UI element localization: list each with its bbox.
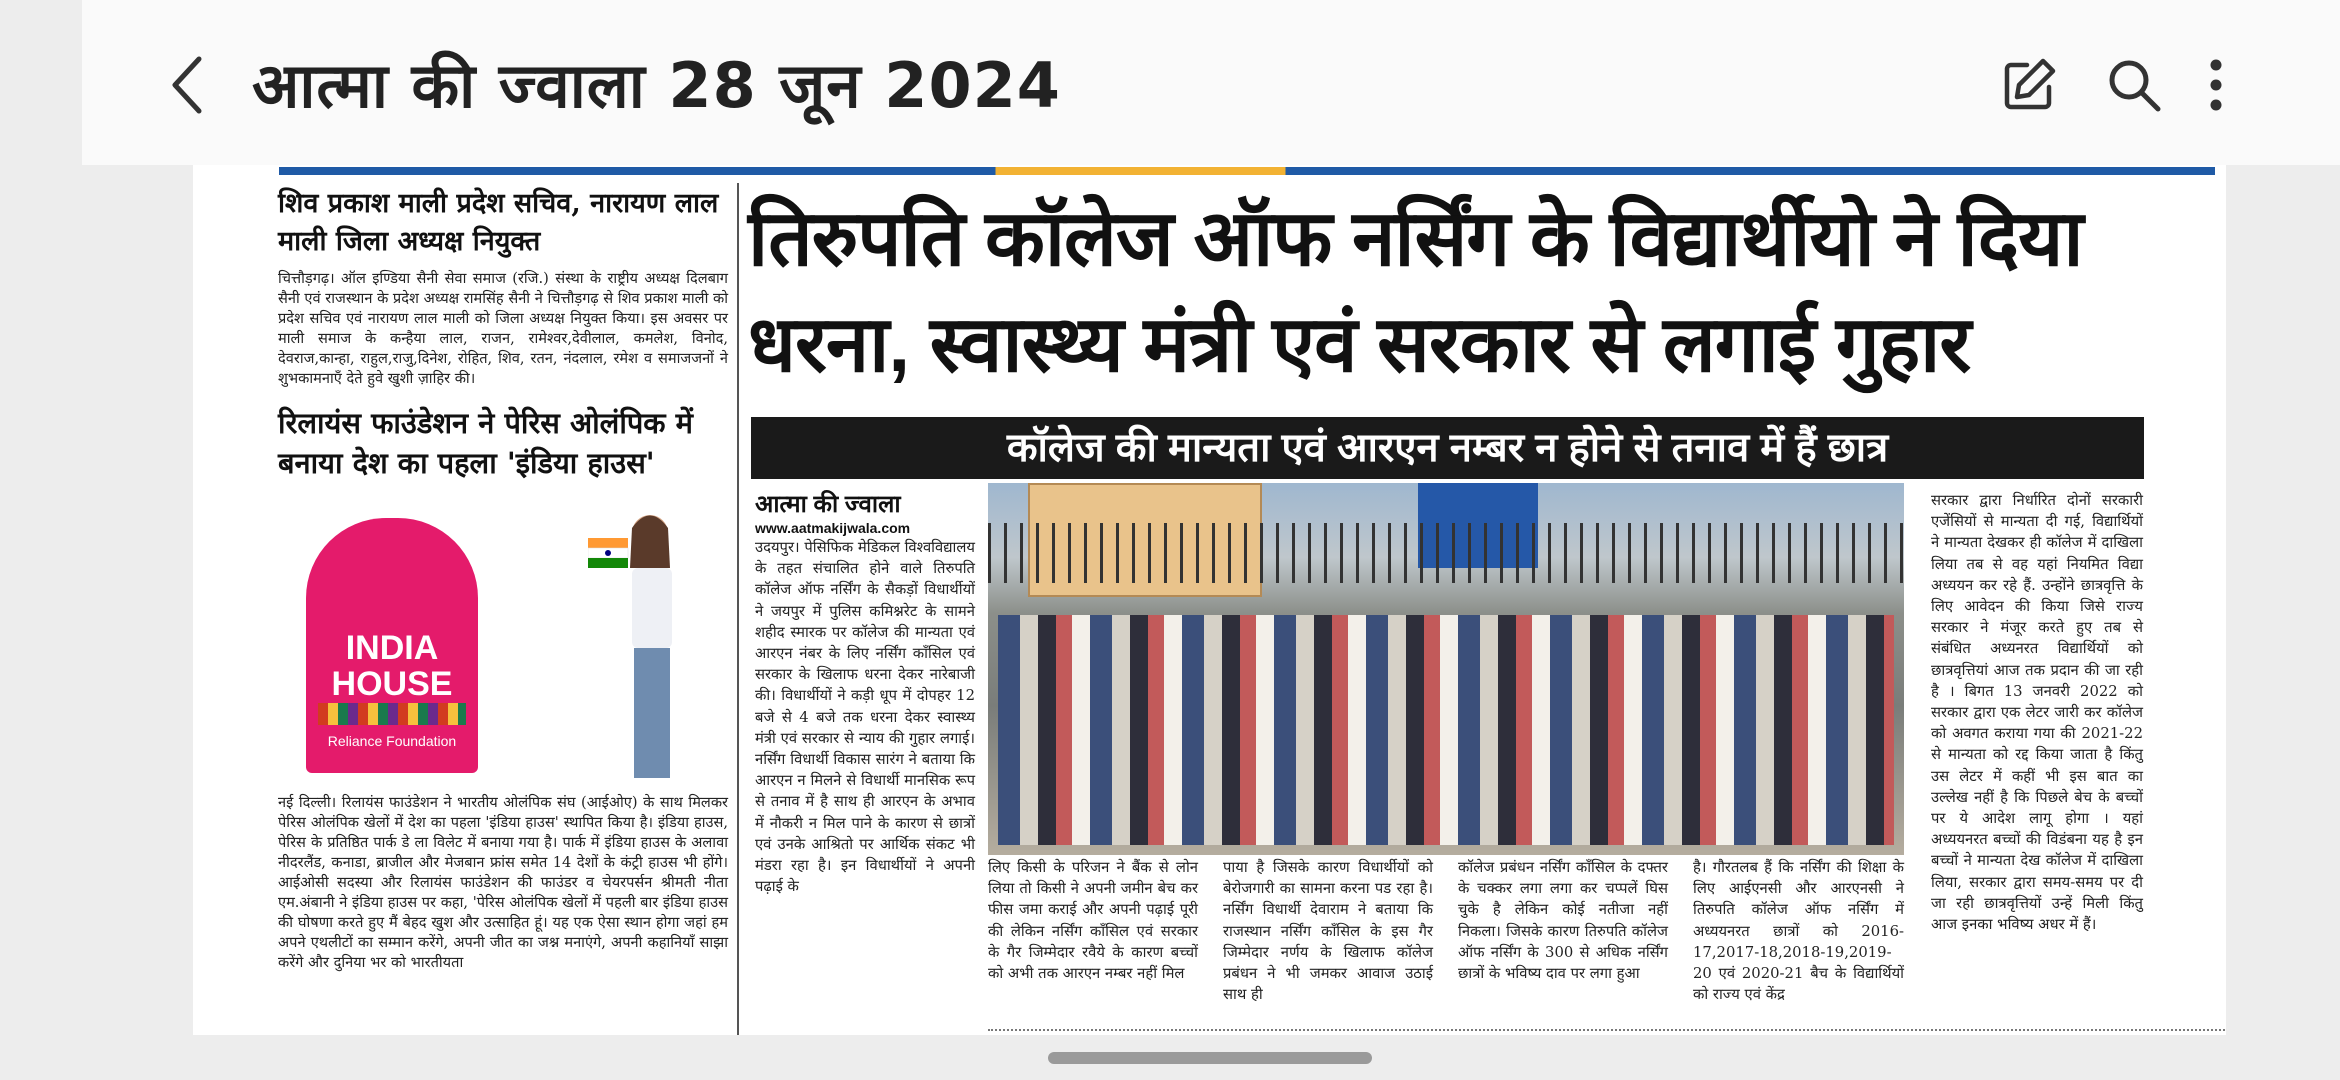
- article-column-6: सरकार द्वारा निर्धारित दोनों सरकारी एजेंसियों से मान्यता दी गई, विद्यार्थियों ने मान्यता देखकर ही कॉलेज में दाखिला लिया तब से वह यहां नियमित विद्या अध्ययन कर रहे हैं. उन्होंने छात्रवृत्ति के लिए आवेदन की किया जिसे राज्य सरकार ने मंजूर करते हुए तब से संबंधित अध्यनरत विद्यार्थियों को छात्रवृत्तियां आज तक प्रदान की जा रही है । बिगत 13 जनवरी 2022 को सरकार द्वारा एक लेटर जारी कर कॉलेज को अवगत कराया गया की 2021-22 से मान्यता को रद्द किया जाता है किंतु उस लेटर में कहीं भी इस बात का उल्लेख नहीं है कि पिछले बेच के बच्चों पर ये आदेश लागू होगा । यहां अध्ययनरत बच्चों की विडंबना यह है इन बच्चों ने मान्यता देख कॉलेज में दाखिला लिया, सरकार द्वारा समय-समय पर दी जा रही छात्रवृत्तियों उन्हें मिली किंतु आज इनका भविष्य अधर में हैं।: [1931, 492, 2143, 934]
- column-divider: [737, 183, 739, 1035]
- page-title: आत्मा की ज्वाला 28 जून 2024: [252, 49, 1061, 122]
- app-bar: [82, 0, 2340, 165]
- gesture-handle[interactable]: [1048, 1052, 1372, 1064]
- photo-fence: [988, 523, 1904, 583]
- ad-stripe: [318, 703, 466, 725]
- edit-button[interactable]: [1990, 48, 2068, 122]
- more-vertical-icon: [2209, 55, 2223, 115]
- india-house-logo: [306, 518, 478, 773]
- back-arrow-icon: [167, 55, 207, 115]
- article-column-5: है। गौरतलब हैं कि नर्सिंग की शिक्षा के लिए आईएनसी और आरएनसी ने तिरुपति कॉलेज ऑफ नर्सिंग में अध्ययनरत छात्रों को 2016-17,2017-18,2018-19,2019-20 एवं 2020-21 बैच के विद्यार्थियों को राज्य एवं केंद्र: [1693, 859, 1904, 1004]
- more-options-button[interactable]: [2186, 48, 2246, 122]
- masthead-website: www.aatmakijwala.com: [755, 520, 911, 536]
- ad-title: INDIA HOUSE: [331, 629, 453, 703]
- main-headline: तिरुपति कॉलेज ऑफ नर्सिंग के विद्यार्थीयो ने दिया धरना, स्वास्थ्य मंत्री एवं सरकार से लगाई गुहार: [748, 194, 2083, 388]
- search-icon: [2104, 55, 2164, 115]
- article-text-appointment: चित्तौड़गढ़। ऑल इण्डिया सैनी सेवा समाज (रजि.) संस्था के राष्ट्रीय अध्यक्ष दिलबाग सैनी एवं राजस्थान के प्रदेश अध्यक्ष रामसिंह सैनी ने चित्तौड़गढ़ से शिव प्रकाश माली को प्रदेश सचिव एवं नारायण लाल माली को जिला अध्यक्ष नियुक्त किया। इस अवसर पर माली समाज के कन्हैया लाल, राजन, रामेश्वर,देवीलाल, कमलेश, विनोद, देवराज,कान्हा, राहुल,राजु,दिनेश, रोहित, शिव, रतन, नंदलाल, रमेश व समाजजनों ने शुभकामनाएँ देते हुवे खुशी ज़ाहिर की।: [278, 270, 728, 387]
- back-button[interactable]: [152, 50, 222, 120]
- article-column-1: उदयपुर। पेसिफिक मेडिकल विश्वविद्यालय के तहत संचालित होने वाले तिरुपति कॉलेज ऑफ नर्सिंग के सैकड़ों विधार्थीयों ने जयपुर में पुलिस कमिश्नरेट के सामने शहीद स्मारक पर कॉलेज की मान्यता एवं आरएन नंबर के लिए नर्सिंग कॉंसिल एवं सरकार के खिलाफ धरना देकर नारेबाजी की। विधार्थीयों ने कड़ी धूप में दोपहर 12 बजे से 4 बजे तक धरना देकर स्वास्थ्य मंत्री एवं सरकार से न्याय की गुहार लगाई। नर्सिंग विधार्थी विकास सारंग ने बताया कि आरएन न मिलने से विधार्थी मानसिक रूप से तनाव में है साथ ही आरएन के अभाव में नौकरी न मिल पाने के कारण से छात्रों एवं उनके आश्रितो पर आर्थिक संकट भी मंडरा रहा है। इन विधार्थीयों ने अपनी पढ़ाई के: [755, 539, 975, 896]
- edit-icon: [1999, 55, 2059, 115]
- article-column-2: लिए किसी के परिजन ने बैंक से लोन लिया तो किसी ने अपनी जमीन बेच कर फीस जमा कराई और अपनी पढ़ाई पूरी की लेकिन नर्सिंग कॉंसिल एवं सरकार के गैर जिम्मेदार रवैये के कारण बच्चों को अभी तक आरएन नम्बर नहीं मिल: [988, 859, 1198, 983]
- main-subheadline: कॉलेज की मान्यता एवं आरएन नम्बर न होने से तनाव में हैं छात्र: [751, 417, 2144, 479]
- protest-photo: [988, 483, 1904, 855]
- article-text-india-house: नई दिल्ली। रिलायंस फाउंडेशन ने भारतीय ओलंपिक संघ (आईओए) के साथ मिलकर पेरिस ओलंपिक खेलों में देश का पहला 'इंडिया हाउस' स्थापित किया है। इंडिया हाउस, पेरिस के प्रतिष्ठित पार्क डे ला विलेट में बनाया गया है। पार्क में इंडिया हाउस के अलावा नीदरलैंड, कनाडा, ब्राजील और मेजबान फ्रांस समेत 14 देशों के कंट्री हाउस भी होंगे। आईओसी सदस्या और रिलायंस फाउंडेशन की फाउंडर व चेयरपर्सन श्रीमती नीता एम.अंबानी ने इंडिया हाउस पर कहा, 'पेरिस ओलंपिक खेलों में पहली बार इंडिया हाउस की घोषणा करते हुए मैं बेहद खुश और उत्साहित हूं। यह एक ऐसा स्थान होगा जहां हम अपने एथलीटों का सम्मान करेंगे, अपनी जीत का जश्न मनाएंगे, अपनी कहानियाँ साझा करेंगे और दुनिया भर को भारतीयता: [278, 794, 728, 971]
- article-headline-appointment: शिव प्रकाश माली प्रदेश सचिव, नारायण लाल माली जिला अध्यक्ष नियुक्त: [278, 188, 719, 257]
- masthead-title: आत्मा की ज्वाला: [755, 491, 901, 518]
- ad-subtitle: Reliance Foundation: [327, 733, 457, 749]
- masthead: [755, 491, 975, 537]
- woman-with-flag-image: [588, 498, 683, 783]
- photo-crowd: [998, 615, 1894, 845]
- article-headline-india-house: रिलायंस फाउंडेशन ने पेरिस ओलंपिक में बनाया देश का पहला 'इंडिया हाउस': [278, 406, 694, 480]
- article-column-4: कॉलेज प्रबंधन नर्सिंग कॉंसिल के दफ्तर के चक्कर लगा लगा कर चप्पलें घिस चुके है लेकिन कोई नतीजा नहीं निकला। जिसके कारण तिरुपति कॉलेज ऑफ नर्सिंग के 300 से अधिक नर्सिंग छात्रों के भविष्य दाव पर लगा हुआ: [1458, 859, 1668, 983]
- newspaper-page[interactable]: [193, 165, 2226, 1035]
- left-column: [278, 185, 728, 973]
- color-rule: [279, 167, 2215, 175]
- search-button[interactable]: [2095, 48, 2173, 122]
- india-house-ad: [278, 493, 728, 783]
- dotted-separator: [988, 1029, 2226, 1031]
- article-column-3: पाया है जिसके कारण विधार्थीयों को बेरोजगारी का सामना करना पड रहा है। नर्सिंग विधार्थी देवाराम ने बताया कि राजस्थान नर्सिंग कॉंसिल के इस गैर जिम्मेदार नर्णय के खिलाफ कॉलेज प्रबंधन ने भी जमकर आवाज उठाई साथ ही: [1223, 859, 1433, 1004]
